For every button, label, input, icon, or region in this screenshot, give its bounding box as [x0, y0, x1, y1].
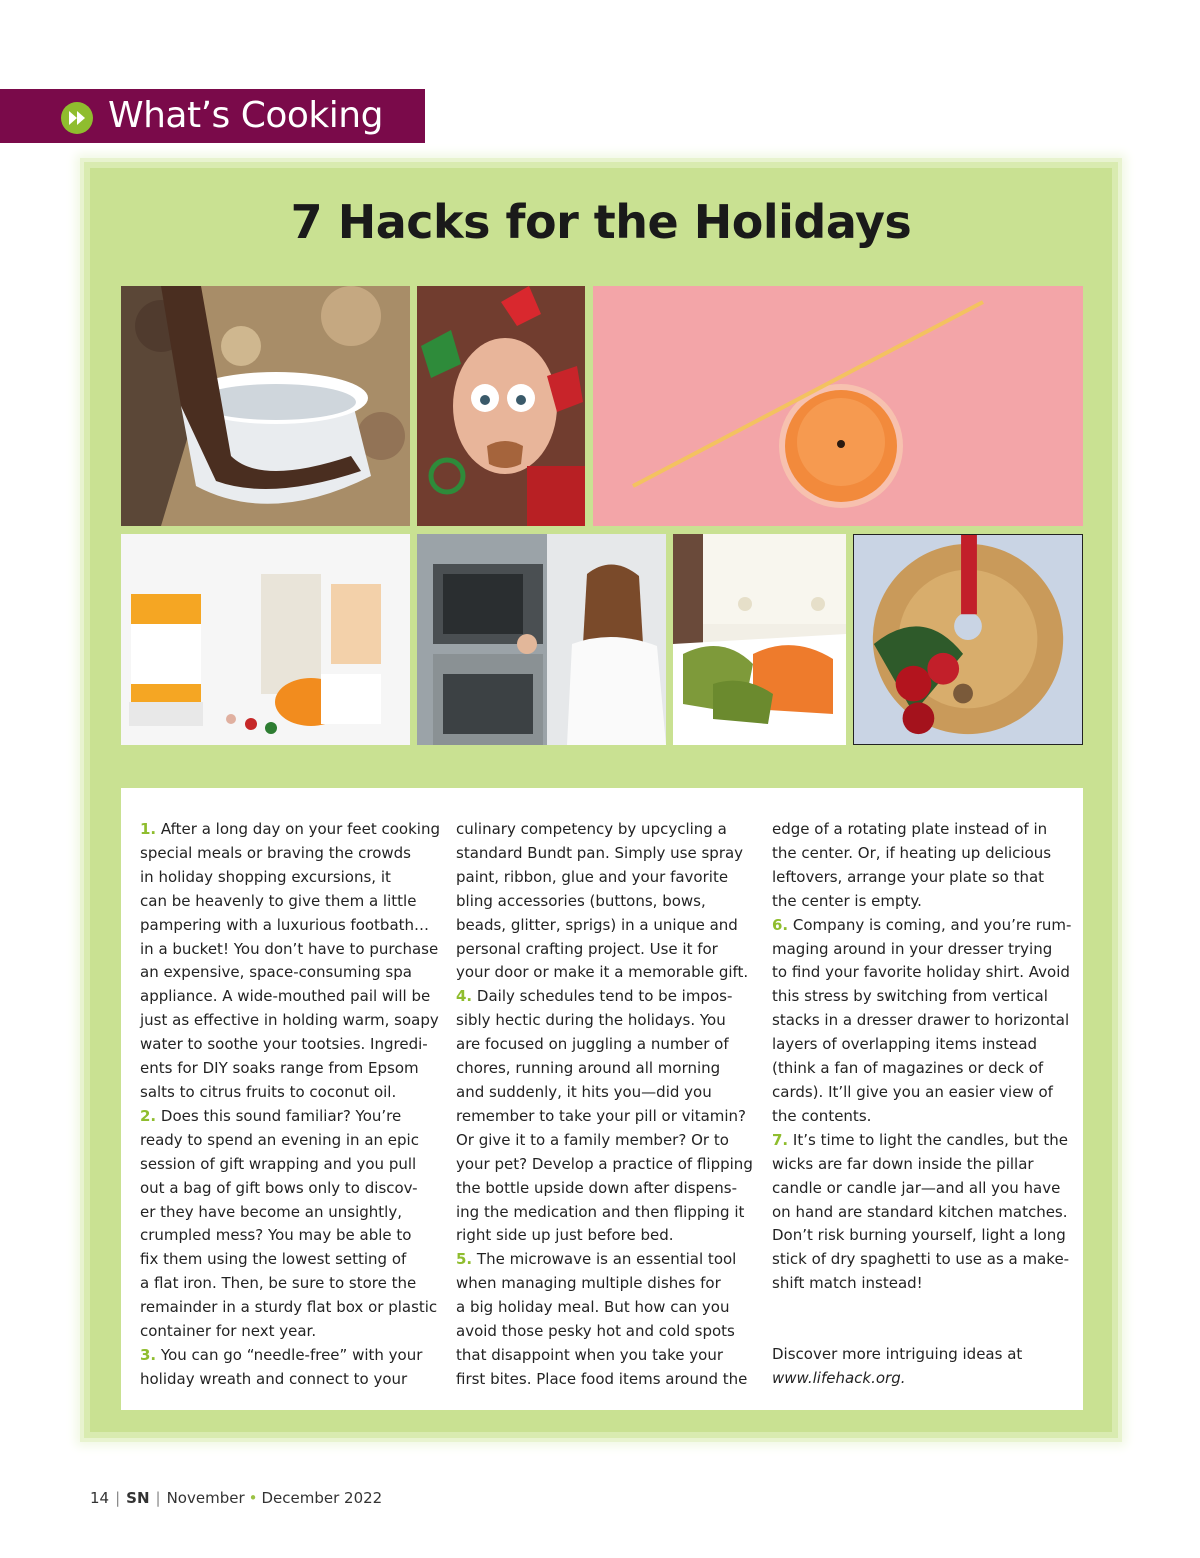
line-text: stick of dry spaghetti to use as a make- [772, 1250, 1070, 1269]
line-text: paint, ribbon, glue and your favorite [456, 867, 729, 886]
bundt-wreath-photo [853, 534, 1083, 745]
text-line [456, 818, 756, 842]
text-line [456, 1081, 756, 1105]
issue-month: November [166, 1489, 245, 1507]
text-line [140, 1344, 440, 1368]
line-text: container for next year. [140, 1322, 317, 1341]
line-text: session of gift wrapping and you pull [140, 1154, 417, 1173]
text-line [456, 842, 756, 866]
line-text: first bites. Place food items around the [456, 1369, 748, 1388]
text-line [140, 938, 440, 962]
line-text: the contents. [772, 1106, 872, 1125]
text-line [456, 914, 756, 938]
line-text: Daily schedules tend to be impos- [472, 987, 733, 1006]
text-line [772, 842, 1072, 866]
line-text: and suddenly, it hits you—did you [456, 1082, 712, 1101]
line-text: cards). It’ll give you an easier view of [772, 1082, 1053, 1101]
line-text: bling accessories (buttons, bows, [456, 891, 706, 910]
line-text: beads, glitter, sprigs) in a unique and [456, 915, 738, 934]
text-line [140, 1320, 440, 1344]
text-line [456, 1320, 756, 1344]
separator: | [155, 1489, 161, 1507]
line-text: personal crafting project. Use it for [456, 939, 718, 958]
text-line [140, 1057, 440, 1081]
line-text: appliance. A wide-mouthed pail will be [140, 987, 431, 1006]
text-line [772, 1033, 1072, 1057]
bullet-icon: • [248, 1489, 258, 1507]
line-text: when managing multiple dishes for [456, 1274, 721, 1293]
text-line [456, 1296, 756, 1320]
line-text: that disappoint when you take your [456, 1345, 724, 1364]
page-footer [90, 1486, 382, 1510]
text-line [140, 1248, 440, 1272]
line-text: the center is empty. [772, 891, 922, 910]
line-text: pampering with a luxurious footbath… [140, 915, 430, 934]
microwave-photo [417, 534, 666, 745]
text-line [140, 1009, 440, 1033]
line-text: ready to spend an evening in an epic [140, 1130, 419, 1149]
line-text: stacks in a dresser drawer to horizontal [772, 1011, 1070, 1030]
text-line [456, 866, 756, 890]
text-line [456, 1153, 756, 1177]
text-line [772, 914, 1072, 938]
pill-bottles-photo [121, 534, 410, 745]
text-line [140, 914, 440, 938]
line-text: Don’t risk burning yourself, light a long [772, 1226, 1066, 1245]
line-text: After a long day on your feet cooking [156, 820, 440, 838]
line-text: maging around in your dresser trying [772, 939, 1053, 958]
text-line [456, 961, 756, 985]
text-line [772, 866, 1072, 890]
hack-number: 4. [456, 987, 473, 1006]
line-text: shift match instead! [772, 1274, 923, 1293]
text-line [456, 1009, 756, 1033]
text-line [140, 818, 440, 842]
line-text: Does this sound familiar? You’re [156, 1106, 402, 1125]
line-text: leftovers, arrange your plate so that [772, 867, 1045, 886]
text-line [140, 985, 440, 1009]
line-text: crumpled mess? You may be able to [140, 1226, 412, 1245]
text-line [140, 890, 440, 914]
text-line [456, 1201, 756, 1225]
hack-number: 2. [140, 1106, 157, 1125]
line-text: your pet? Develop a practice of flipping [456, 1154, 753, 1173]
text-line [772, 961, 1072, 985]
text-line [140, 1272, 440, 1296]
issue-rest: December 2022 [261, 1489, 383, 1507]
line-text: It’s time to light the candles, but the [788, 1130, 1068, 1149]
text-line [456, 1368, 756, 1392]
line-text: holiday wreath and connect to your [140, 1369, 408, 1388]
text-column-3 [772, 818, 1072, 1296]
closing-note [772, 1343, 1072, 1391]
line-text: just as effective in holding warm, soapy [140, 1011, 439, 1030]
article-title: 7 Hacks for the Holidays [290, 195, 912, 249]
text-line [772, 1129, 1072, 1153]
text-line [456, 890, 756, 914]
closing-line: Discover more intriguing ideas at [772, 1345, 1023, 1363]
line-text: special meals or braving the crowds [140, 843, 411, 862]
line-text: your door or make it a memorable gift. [456, 963, 749, 982]
line-text: water to soothe your tootsies. Ingredi- [140, 1035, 428, 1054]
text-line [772, 1081, 1072, 1105]
text-line [140, 961, 440, 985]
magazine-name: SN [126, 1489, 150, 1507]
text-line [772, 1153, 1072, 1177]
section-title: What’s Cooking [108, 95, 383, 136]
text-line [772, 1248, 1072, 1272]
footbath-photo [121, 286, 410, 526]
line-text: can be heavenly to give them a little [140, 891, 417, 910]
separator: | [115, 1489, 121, 1507]
text-line [140, 1224, 440, 1248]
line-text: on hand are standard kitchen matches. [772, 1202, 1068, 1221]
hack-number: 7. [772, 1130, 789, 1149]
text-line [772, 1009, 1072, 1033]
line-text: remainder in a sturdy flat box or plastic [140, 1298, 438, 1317]
line-text: out a bag of gift bows only to discov- [140, 1178, 418, 1197]
line-text: wicks are far down inside the pillar [772, 1154, 1034, 1173]
hack-number: 1. [140, 820, 157, 838]
text-line [772, 1105, 1072, 1129]
line-text: remember to take your pill or vitamin? [456, 1106, 747, 1125]
line-text: ents for DIY soaks range from Epsom [140, 1059, 419, 1078]
text-line [456, 1129, 756, 1153]
text-line [772, 1177, 1072, 1201]
text-line [456, 1344, 756, 1368]
gift-bows-photo [417, 286, 585, 526]
fast-forward-icon [60, 101, 94, 135]
text-line [140, 1177, 440, 1201]
text-line [456, 938, 756, 962]
line-text: an expensive, space-consuming spa [140, 963, 412, 982]
line-text: right side up just before bed. [456, 1226, 674, 1245]
line-text: fix them using the lowest setting of [140, 1250, 407, 1269]
text-line [140, 1033, 440, 1057]
line-text: the bottle upside down after dispens- [456, 1178, 738, 1197]
text-line [140, 866, 440, 890]
text-line [772, 1057, 1072, 1081]
line-text: candle or candle jar—and all you have [772, 1178, 1061, 1197]
line-text: The microwave is an essential tool [472, 1250, 737, 1269]
line-text: the center. Or, if heating up delicious [772, 843, 1052, 862]
hack-number: 3. [140, 1345, 157, 1364]
text-line [140, 1081, 440, 1105]
text-line [456, 1272, 756, 1296]
line-text: ing the medication and then flipping it [456, 1202, 745, 1221]
text-line [140, 1368, 440, 1392]
line-text: this stress by switching from vertical [772, 987, 1048, 1006]
line-text: standard Bundt pan. Simply use spray [456, 843, 744, 862]
page-number: 14 [90, 1489, 110, 1507]
line-text: culinary competency by upcycling a [456, 820, 727, 838]
text-line [772, 818, 1072, 842]
line-text: salts to citrus fruits to coconut oil. [140, 1082, 397, 1101]
hack-number: 5. [456, 1250, 473, 1269]
line-text: to find your favorite holiday shirt. Avoid [772, 963, 1070, 982]
line-text: er they have become an unsightly, [140, 1202, 402, 1221]
section-tab [0, 89, 425, 143]
text-line [456, 1248, 756, 1272]
line-text: Company is coming, and you’re rum- [788, 915, 1072, 934]
line-text: sibly hectic during the holidays. You [456, 1011, 726, 1030]
candle-photo [593, 286, 1083, 526]
line-text: in holiday shopping excursions, it [140, 867, 391, 886]
text-line [140, 842, 440, 866]
text-line [456, 1105, 756, 1129]
text-line [456, 1057, 756, 1081]
text-line [140, 1105, 440, 1129]
text-line [140, 1153, 440, 1177]
line-text: Or give it to a family member? Or to [456, 1130, 729, 1149]
line-text: edge of a rotating plate instead of in [772, 820, 1048, 838]
line-text: chores, running around all morning [456, 1059, 721, 1078]
lifehack-link[interactable]: www.lifehack.org. [772, 1368, 906, 1387]
text-line [140, 1129, 440, 1153]
line-text: a flat iron. Then, be sure to store the [140, 1274, 417, 1293]
hack-number: 6. [772, 915, 789, 934]
line-text: (think a fan of magazines or deck of [772, 1059, 1044, 1078]
line-text: in a bucket! You don’t have to purchase [140, 939, 439, 958]
text-line [456, 1224, 756, 1248]
text-column-1 [140, 818, 440, 1392]
text-line [140, 1201, 440, 1225]
text-line [772, 938, 1072, 962]
text-line [456, 985, 756, 1009]
line-text: are focused on juggling a number of [456, 1035, 729, 1054]
text-line [140, 1296, 440, 1320]
text-line [772, 1272, 1072, 1296]
text-line [772, 1201, 1072, 1225]
text-line [772, 890, 1072, 914]
text-line [772, 1224, 1072, 1248]
text-line [456, 1033, 756, 1057]
text-line [772, 985, 1072, 1009]
dresser-photo [673, 534, 846, 745]
text-line [456, 1177, 756, 1201]
line-text: a big holiday meal. But how can you [456, 1298, 730, 1317]
line-text: You can go “needle-free” with your [156, 1345, 423, 1364]
text-column-2 [456, 818, 756, 1392]
line-text: layers of overlapping items instead [772, 1035, 1038, 1054]
line-text: avoid those pesky hot and cold spots [456, 1322, 735, 1341]
